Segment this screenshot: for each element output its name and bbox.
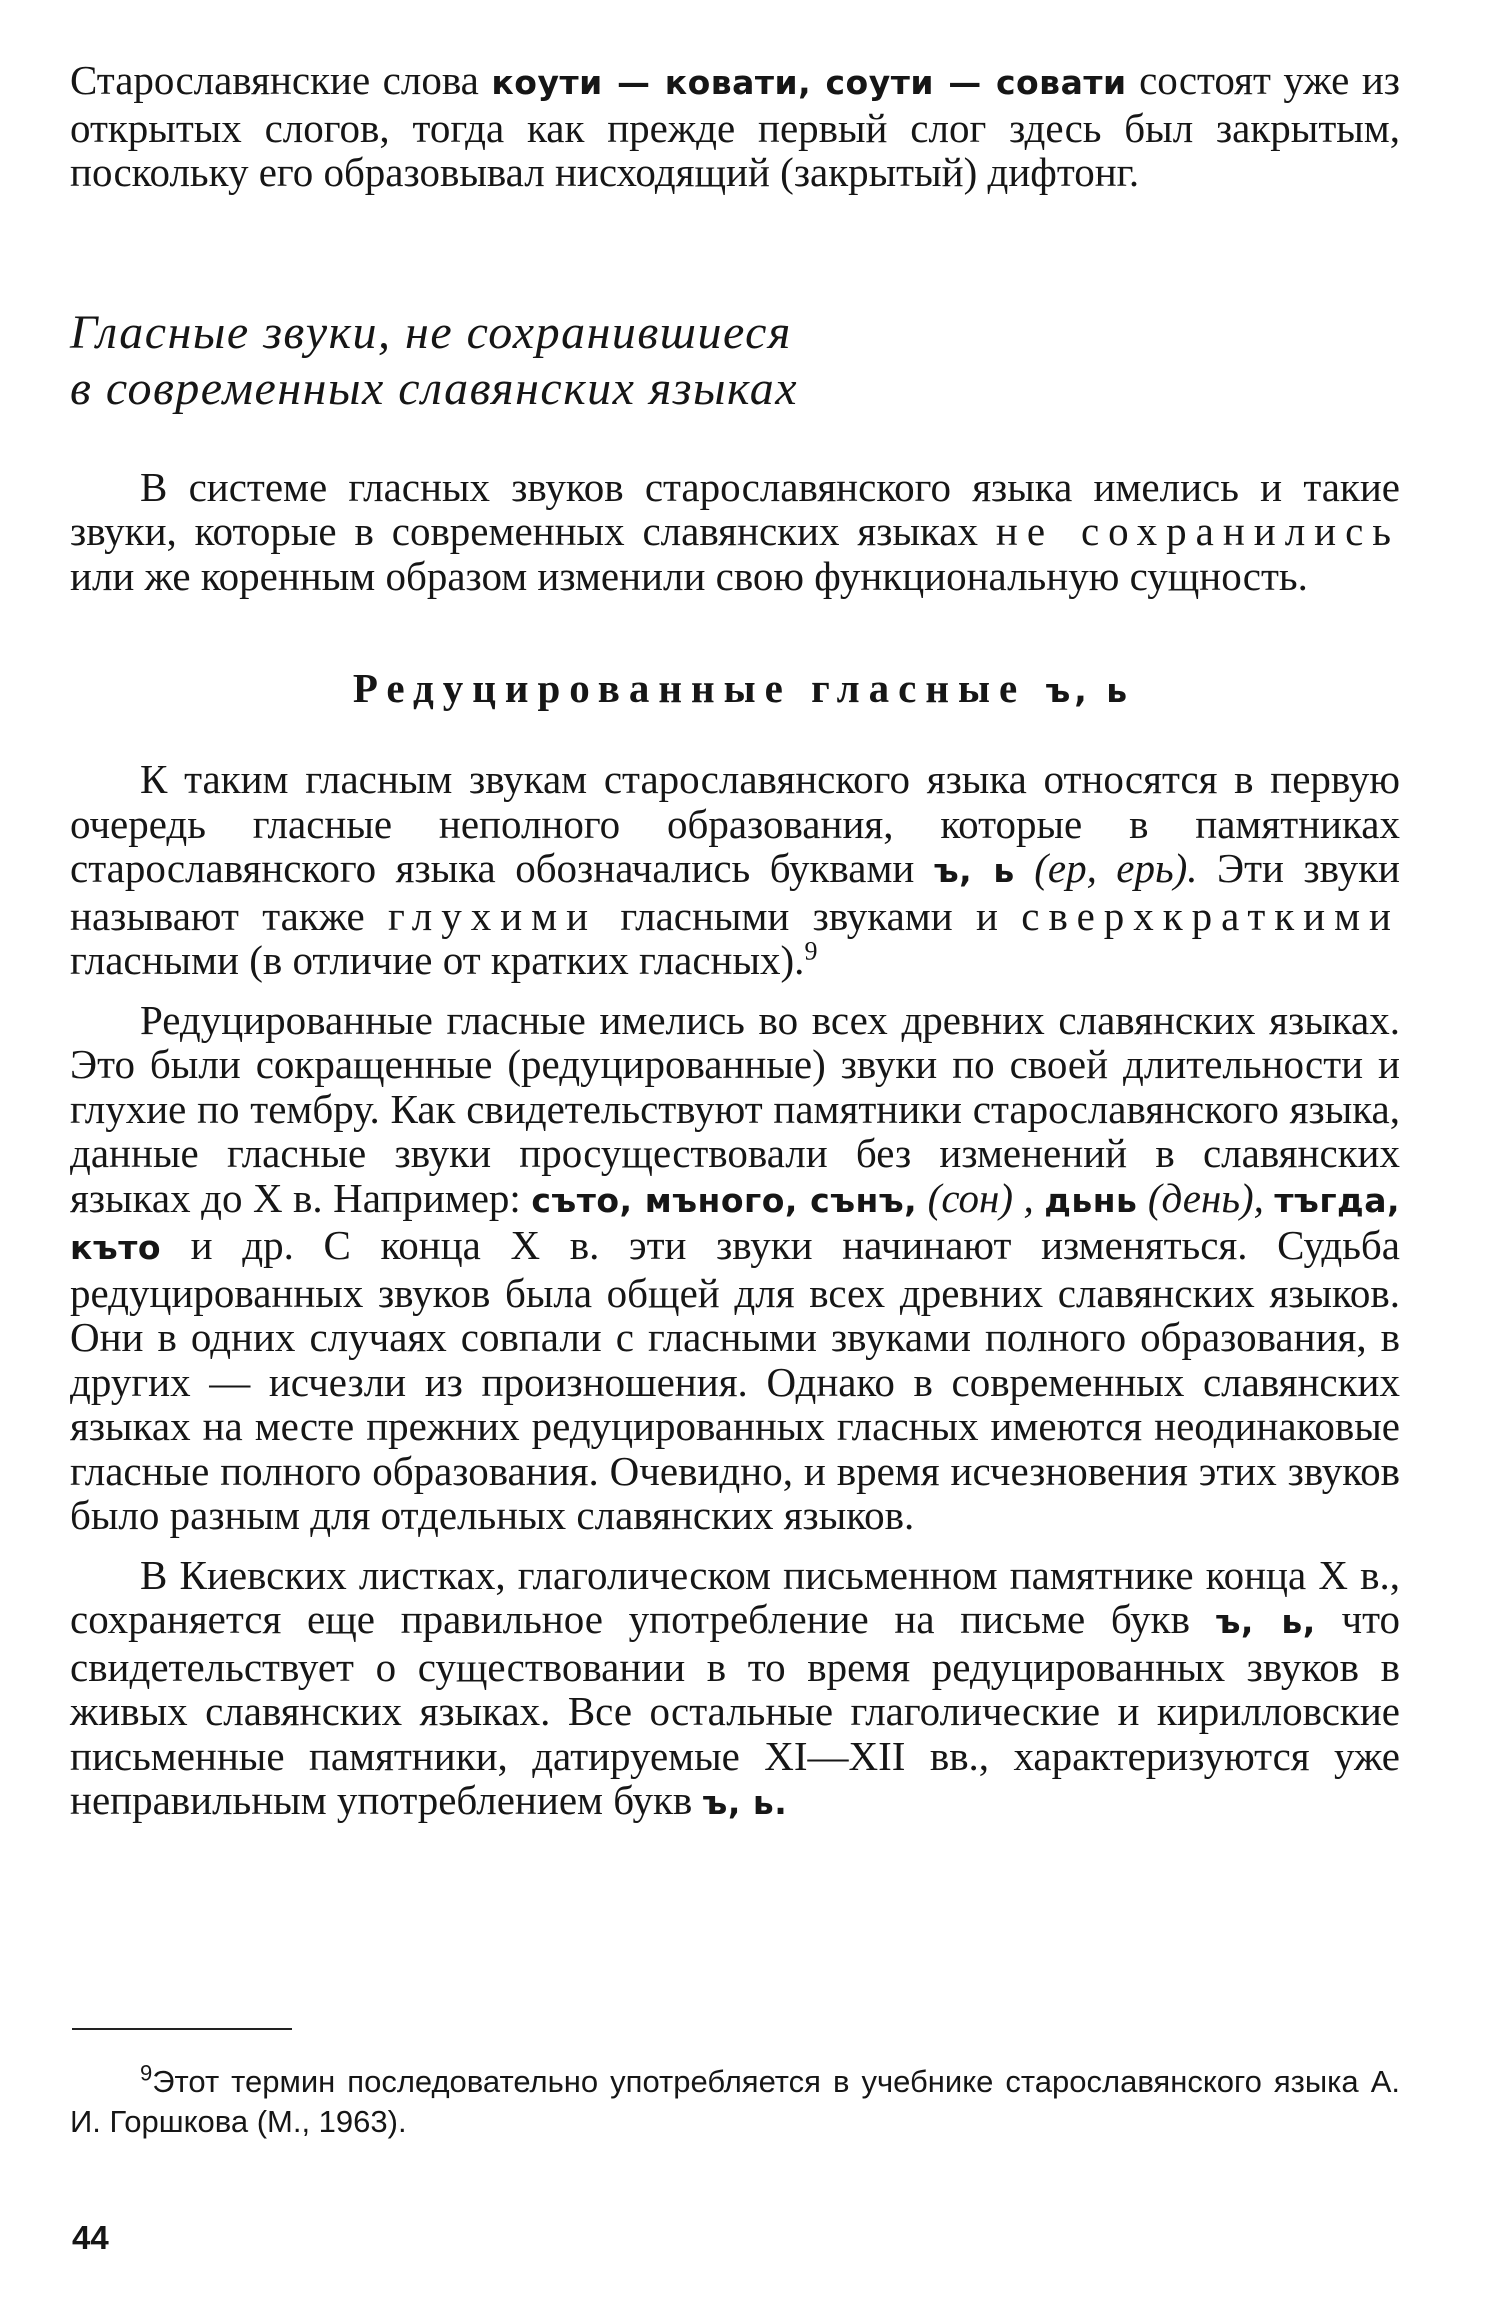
text-run: Эти звуки называют также: [70, 845, 1400, 939]
old-slavonic-letters: ъ, ь: [1045, 671, 1132, 710]
paragraph-intro: [70, 58, 1400, 195]
text-run: Старославянские слова: [70, 57, 492, 103]
heading-line-1: Гласные звуки, не сохранившиеся: [70, 305, 792, 359]
text-run: В Киевских листках, глаголическом письменном памятнике конца X в., сохраняется еще правильное употребление на письме букв: [70, 1551, 1400, 1642]
italic-gloss: (день),: [1137, 1174, 1275, 1221]
text-run: Редуцированные гласные имелись во всех древних славянских языках. Это были сокращенные (редуцированные) звуки по своей длительности и глухие по тембру. Как свидетельствуют памятники старославянского языка, данные гласные звуки просуществовали без изменений в славянских языках до X в. Например:: [70, 996, 1400, 1221]
spaced-emphasis: глухими: [388, 892, 598, 939]
paragraph-vowels-system: [70, 465, 1400, 599]
paragraph-kiev-leaflets: [70, 1553, 1400, 1826]
text-run: состоят уже из открытых слогов, тогда как прежде первый слог здесь был закрытым, поскольку его образовывал нисходящий (закрытый) дифтонг.: [70, 57, 1400, 195]
old-slavonic-words: тъгда, къто: [70, 1180, 1401, 1267]
footnote-divider: [72, 2028, 292, 2030]
old-slavonic-words: съто, мъного, сънъ,: [531, 1180, 918, 1220]
text-run: и др. С конца X в. эти звуки начинают изменяться. Судьба редуцированных звуков была общей для всех древних славянских языков. Они в одних случаях совпали с гласными звуками полного образования, в других — исчезли из произношения. Однако в современных славянских языках на месте прежних редуцированных гласных имеются неодинаковые гласные полного образования. Очевидно, и время исчезновения этих звуков было разным для отдельных славянских языков.: [70, 1222, 1400, 1538]
subsection-heading: [70, 664, 1400, 715]
old-slavonic-letters: ъ, ь,: [1215, 1602, 1316, 1641]
spaced-emphasis: сверхкраткими: [1021, 892, 1400, 939]
spaced-emphasis: не сохранились: [995, 508, 1400, 554]
paragraph-ancient-languages: [70, 998, 1400, 1538]
text-run: или же коренным образом изменили свою функциональную сущность.: [70, 552, 1308, 599]
page-number: 44: [72, 2219, 109, 2256]
text-run: В системе гласных звуков старославянского языка имелись и такие звуки, которые в современных славянских языках: [70, 463, 1400, 554]
section-heading: [70, 305, 1400, 417]
italic-gloss: (ер, ерь).: [1034, 845, 1198, 891]
text-run: К таким гласным звукам старославянского языка относятся в первую очередь гласные неполного образования, которые в памятниках старославянского языка обозначались буквами: [70, 756, 1400, 891]
paragraph-reduced-vowels: [70, 757, 1400, 983]
text-run: гласными звуками и: [597, 892, 1022, 939]
footnote-text: Этот термин последовательно употребляется в учебнике старославянского языка А. И. Горшкова (М., 1963).: [70, 2064, 1400, 2139]
text-run: гласными (в отличие от кратких гласных).: [70, 937, 805, 983]
footnote: [70, 2062, 1400, 2142]
heading-line-2: в современных славянских языках: [70, 361, 799, 415]
old-slavonic-words: коути — ковати, соути — совати: [491, 63, 1127, 102]
italic-gloss: (сон) ,: [917, 1174, 1045, 1221]
old-slavonic-letters: ъ, ь: [933, 851, 1015, 890]
text-run: что свидетельствует о существовании в то время редуцированных звуков в живых славянских языках. Все остальные глаголические и кирилловские письменные памятники, датируемые XI—XII вв., характеризуются уже неправильным употреблением букв: [70, 1596, 1400, 1823]
old-slavonic-words: дьнь: [1044, 1180, 1138, 1220]
footnote-reference[interactable]: 9: [804, 936, 818, 966]
text-run: [1015, 845, 1034, 891]
old-slavonic-letters: ъ, ь.: [702, 1783, 788, 1822]
subheading-text: Редуцированные гласные: [352, 665, 1046, 711]
footnote-mark: 9: [140, 2060, 153, 2086]
page-body: [70, 58, 1400, 1826]
